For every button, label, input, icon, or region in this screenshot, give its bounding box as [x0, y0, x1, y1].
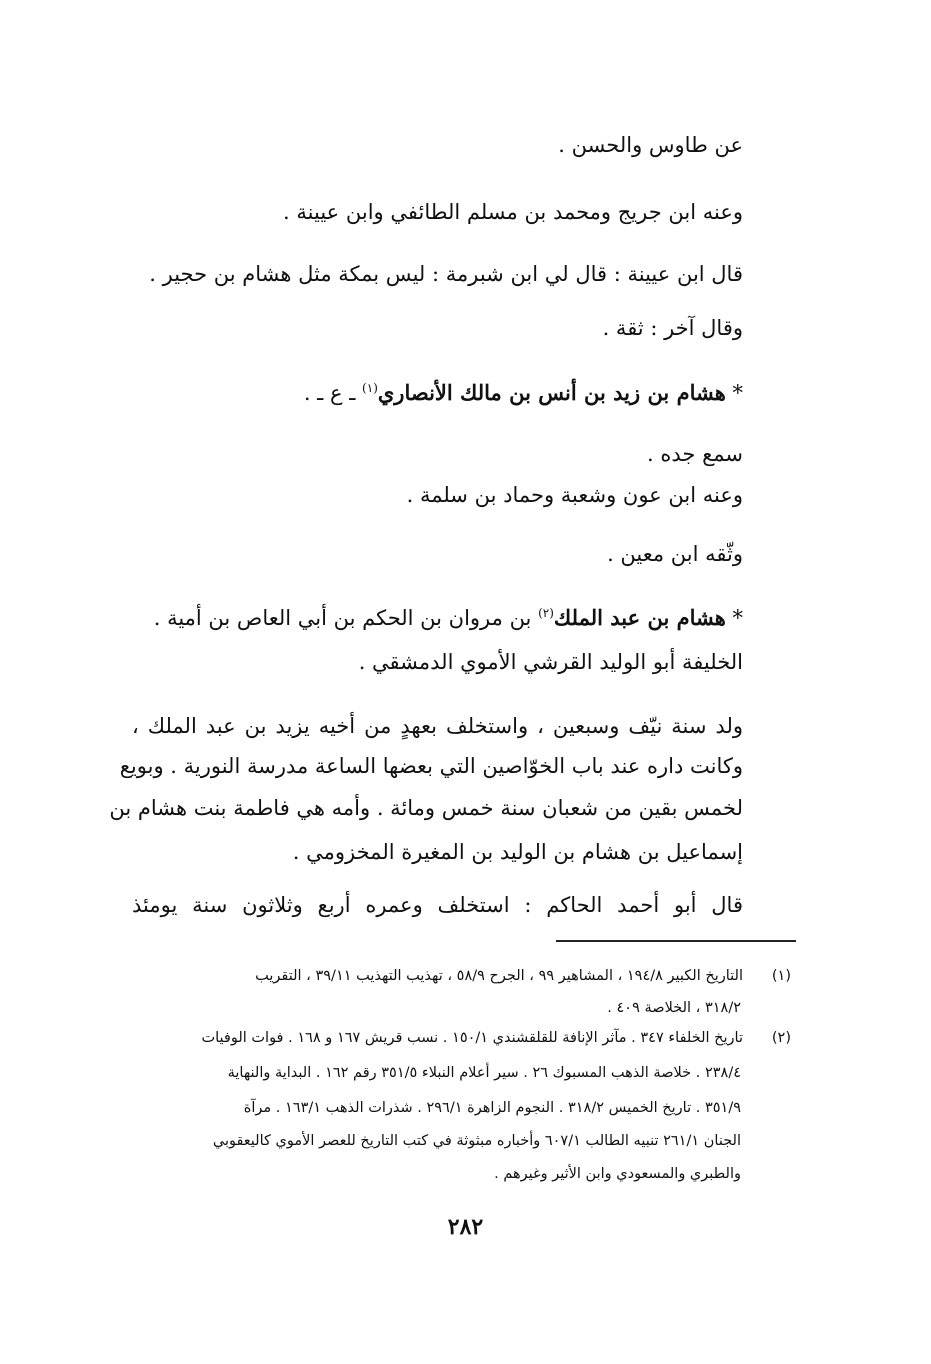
entry-code: ـ ع ـ . [303, 381, 356, 405]
text-line: قال أبو أحمد الحاكم : استخلف وعمره أربع وثلاثون سنة يومئذ [132, 893, 743, 917]
footnote-line: ٣٥١/٩ . تاريخ الخميس ٣١٨/٢ . النجوم الزاهرة ٢٩٦/١ . شذرات الذهب ١٦٣/١ . مرآة [243, 1100, 741, 1116]
text-line: وكانت داره عند باب الخوّاصين التي بعضها الساعة مدرسة النورية . وبويع [119, 754, 743, 778]
entry-rest: بن مروان بن الحكم بن أبي العاص بن أمية . [153, 606, 532, 630]
text-line: وثّقه ابن معين . [607, 542, 743, 566]
footnote-line: تاريخ الخلفاء ٣٤٧ . مآثر الإنافة للقلقشندي ١٥٠/١ . نسب قريش ١٦٧ و ١٦٨ . فوات الوفيات [201, 1030, 743, 1046]
text-line: ولد سنة نيّف وسبعين ، واستخلف بعهدٍ من أخيه يزيد بن عبد الملك ، [132, 714, 743, 738]
footnote-ref: (١) [362, 381, 378, 395]
footnote-number: (٢) [771, 1030, 791, 1046]
text-line: عن طاوس والحسن . [558, 133, 743, 157]
entry-heading-hisham-ibn-abd-al-malik [154, 605, 743, 631]
entry-name: هشام بن عبد الملك [553, 605, 726, 630]
page-number: ٢٨٢ [447, 1214, 484, 1240]
text-line: لخمس بقين من شعبان سنة خمس ومائة . وأمه هي فاطمة بنت هشام بن [109, 796, 743, 820]
entry-star: * [732, 381, 743, 405]
footnote-line: ٢٣٨/٤ . خلاصة الذهب المسبوك ٢٦ . سير أعلام النبلاء ٣٥١/٥ رقم ١٦٢ . البداية والنهاية [227, 1065, 741, 1081]
text-line: إسماعيل بن هشام بن الوليد بن المغيرة المخزومي . [292, 840, 743, 864]
footnote-line: والطبري والمسعودي وابن الأثير وغيرهم . [494, 1166, 741, 1182]
text-line: وعنه ابن عون وشعبة وحماد بن سلمة . [406, 483, 743, 507]
entry-name: هشام بن زيد بن أنس بن مالك الأنصاري [377, 380, 726, 405]
footnote-divider [556, 940, 796, 942]
text-line: وعنه ابن جريج ومحمد بن مسلم الطائفي وابن عيينة . [283, 200, 743, 224]
footnote-line: الجنان ٢٦١/١ تنبيه الطالب ٦٠٧/١ وأخباره مبثوثة في كتب التاريخ للعصر الأموي كاليعقوبي [212, 1133, 741, 1149]
text-line: قال ابن عيينة : قال لي ابن شبرمة : ليس بمكة مثل هشام بن حجير . [149, 262, 743, 286]
text-line: وقال آخر : ثقة . [602, 316, 743, 340]
entry-heading-hisham-ibn-zayd [304, 380, 743, 406]
footnote-number: (١) [771, 968, 791, 984]
footnote-line: التاريخ الكبير ١٩٤/٨ ، المشاهير ٩٩ ، الجرح ٥٨/٩ ، تهذيب التهذيب ٣٩/١١ ، التقريب [255, 968, 743, 984]
text-line: سمع جده . [647, 442, 743, 466]
text-line: الخليفة أبو الوليد القرشي الأموي الدمشقي . [358, 650, 743, 674]
footnote-line: ٣١٨/٢ ، الخلاصة ٤٠٩ . [607, 1000, 741, 1016]
entry-star: * [732, 606, 743, 630]
footnote-ref: (٢) [538, 606, 554, 620]
